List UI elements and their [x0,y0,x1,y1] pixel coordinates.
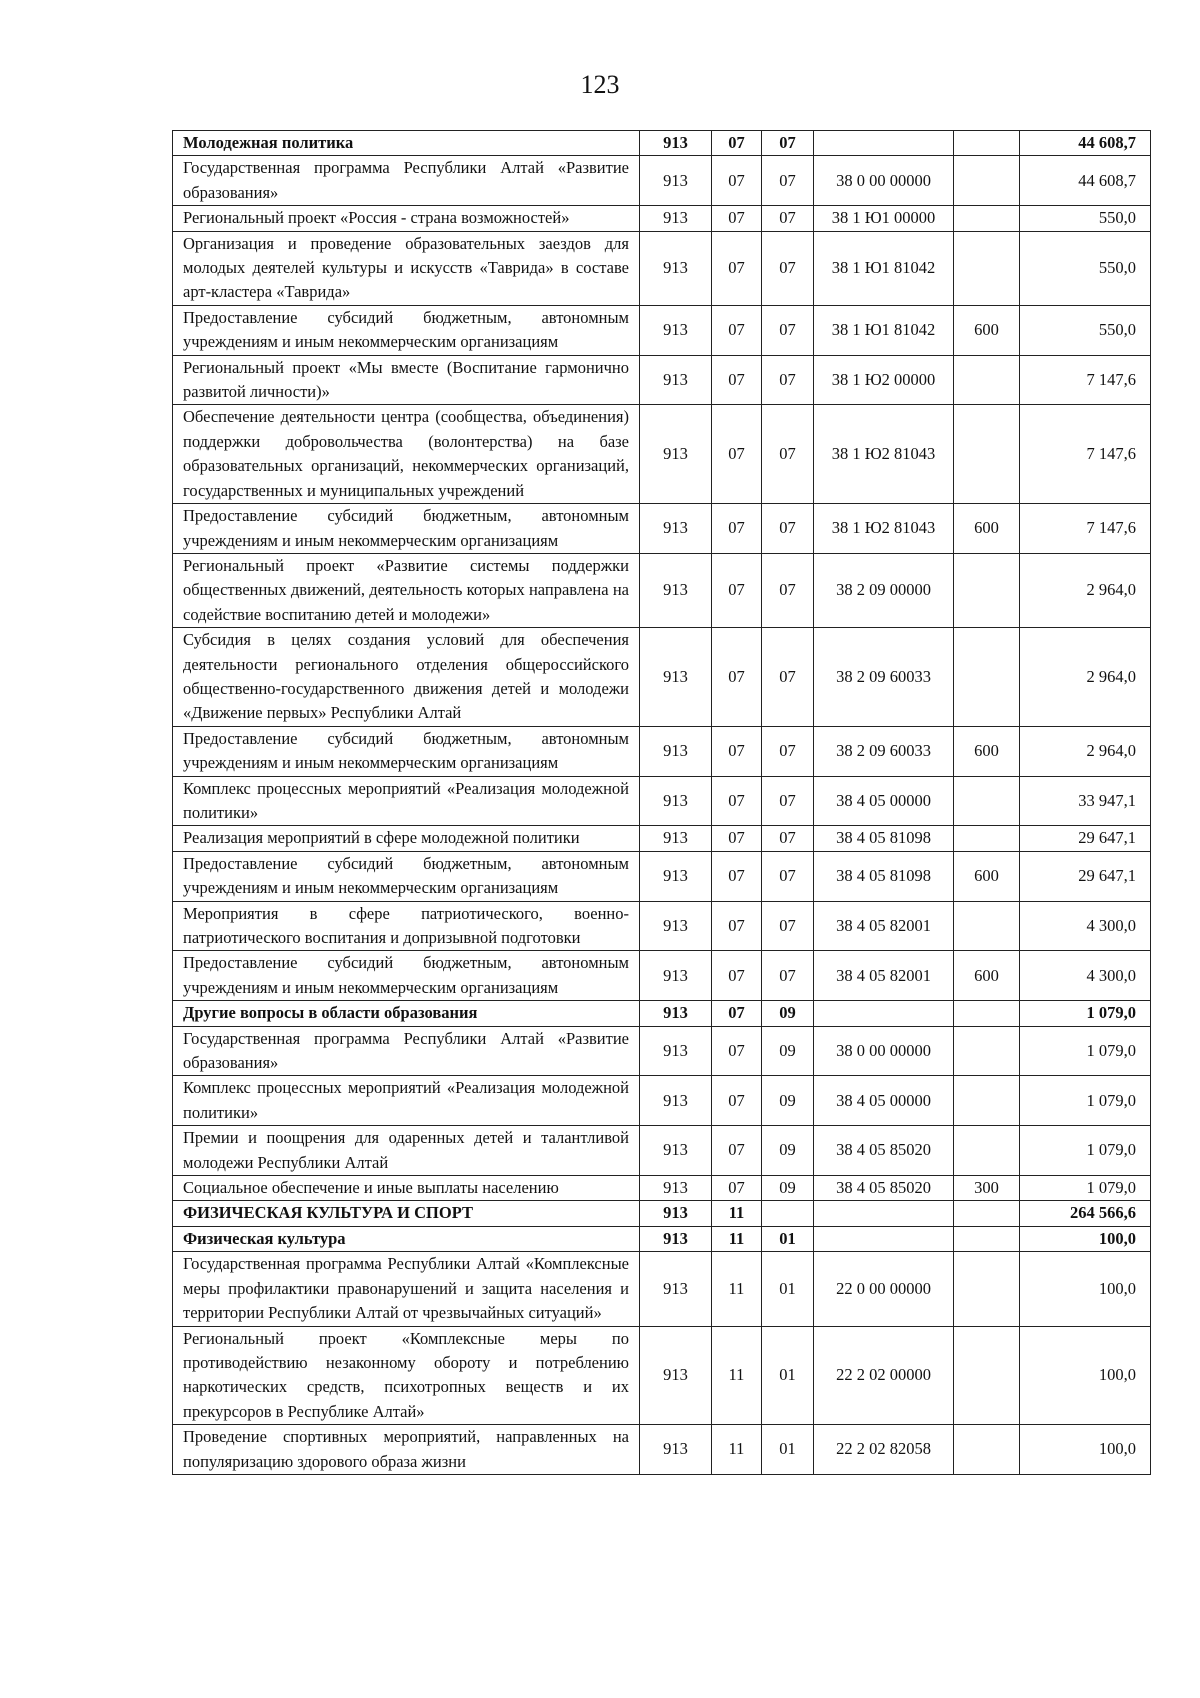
row-name: Предоставление субсидий бюджетным, автономным учреждениям и иным некоммерческим организациям [173,504,640,554]
target-article-code: 38 4 05 85020 [814,1126,954,1176]
amount: 100,0 [1020,1425,1151,1475]
row-name: Комплекс процессных мероприятий «Реализация молодежной политики» [173,776,640,826]
expense-type-code [954,776,1020,826]
row-name: Региональный проект «Россия - страна возможностей» [173,206,640,231]
amount: 29 647,1 [1020,851,1151,901]
expense-type-code [954,553,1020,627]
expense-type-code: 600 [954,951,1020,1001]
row-name: Реализация мероприятий в сфере молодежной политики [173,826,640,851]
ministry-code: 913 [640,405,712,504]
expense-type-code [954,1001,1020,1026]
section-code: 07 [712,156,762,206]
expense-type-code: 600 [954,305,1020,355]
target-article-code: 38 4 05 00000 [814,776,954,826]
section-code: 11 [712,1252,762,1326]
row-name: Субсидия в целях создания условий для обеспечения деятельности регионального отделения общероссийского общественно-государственного движения детей и молодежи «Движение первых» Республики Алтай [173,628,640,727]
section-code: 07 [712,951,762,1001]
ministry-code: 913 [640,553,712,627]
subsection-code: 07 [762,776,814,826]
amount: 2 964,0 [1020,628,1151,727]
section-code: 11 [712,1201,762,1226]
section-code: 07 [712,206,762,231]
section-code: 07 [712,131,762,156]
ministry-code: 913 [640,1425,712,1475]
ministry-code: 913 [640,1252,712,1326]
table-row [173,1201,1151,1226]
row-name: Обеспечение деятельности центра (сообщества, объединения) поддержки добровольчества (волонтерства) на базе образовательных организаций, некоммерческих организаций, государственных и муниципальных учреждений [173,405,640,504]
subsection-code: 07 [762,131,814,156]
row-name: Государственная программа Республики Алтай «Развитие образования» [173,156,640,206]
table-row [173,305,1151,355]
table-row [173,776,1151,826]
row-name: Молодежная политика [173,131,640,156]
table-row [173,231,1151,305]
ministry-code: 913 [640,951,712,1001]
subsection-code: 01 [762,1226,814,1251]
expense-type-code [954,1425,1020,1475]
table-row [173,628,1151,727]
subsection-code: 07 [762,156,814,206]
expense-type-code [954,1076,1020,1126]
target-article-code: 38 1 Ю2 81043 [814,504,954,554]
section-code: 07 [712,231,762,305]
subsection-code: 07 [762,628,814,727]
table-body [173,131,1151,1475]
ministry-code: 913 [640,726,712,776]
table-row [173,504,1151,554]
amount: 2 964,0 [1020,726,1151,776]
section-code: 07 [712,776,762,826]
subsection-code: 09 [762,1076,814,1126]
section-code: 07 [712,405,762,504]
amount: 1 079,0 [1020,1176,1151,1201]
amount: 33 947,1 [1020,776,1151,826]
subsection-code [762,1201,814,1226]
row-name: Предоставление субсидий бюджетным, автономным учреждениям и иным некоммерческим организациям [173,305,640,355]
target-article-code [814,131,954,156]
ministry-code: 913 [640,1226,712,1251]
subsection-code: 07 [762,553,814,627]
expense-type-code [954,628,1020,727]
subsection-code: 07 [762,851,814,901]
subsection-code: 07 [762,726,814,776]
target-article-code: 38 1 Ю2 00000 [814,355,954,405]
target-article-code [814,1001,954,1026]
expense-type-code [954,131,1020,156]
row-name: Комплекс процессных мероприятий «Реализация молодежной политики» [173,1076,640,1126]
amount: 1 079,0 [1020,1026,1151,1076]
ministry-code: 913 [640,355,712,405]
amount: 4 300,0 [1020,901,1151,951]
ministry-code: 913 [640,1201,712,1226]
amount: 100,0 [1020,1226,1151,1251]
amount: 29 647,1 [1020,826,1151,851]
subsection-code: 09 [762,1026,814,1076]
table-row [173,1076,1151,1126]
target-article-code: 38 1 Ю2 81043 [814,405,954,504]
ministry-code: 913 [640,1176,712,1201]
page-number: 123 [580,70,620,99]
target-article-code: 38 2 09 60033 [814,628,954,727]
row-name: Предоставление субсидий бюджетным, автономным учреждениям и иным некоммерческим организациям [173,726,640,776]
table-row [173,1126,1151,1176]
amount: 44 608,7 [1020,156,1151,206]
subsection-code: 09 [762,1126,814,1176]
table-row [173,726,1151,776]
target-article-code: 38 1 Ю1 00000 [814,206,954,231]
ministry-code: 913 [640,1026,712,1076]
amount: 4 300,0 [1020,951,1151,1001]
expense-type-code [954,206,1020,231]
ministry-code: 913 [640,628,712,727]
row-name: Государственная программа Республики Алтай «Комплексные меры профилактики правонарушений и защита населения и территории Республики Алтай от чрезвычайных ситуаций» [173,1252,640,1326]
subsection-code: 07 [762,305,814,355]
section-code: 11 [712,1326,762,1425]
section-code: 07 [712,1001,762,1026]
expense-type-code [954,156,1020,206]
section-code: 07 [712,1076,762,1126]
target-article-code: 22 2 02 82058 [814,1425,954,1475]
table-row [173,1001,1151,1026]
amount: 7 147,6 [1020,405,1151,504]
row-name: ФИЗИЧЕСКАЯ КУЛЬТУРА И СПОРТ [173,1201,640,1226]
target-article-code: 38 4 05 82001 [814,951,954,1001]
table-row [173,1226,1151,1251]
table-row [173,1026,1151,1076]
section-code: 07 [712,1176,762,1201]
section-code: 07 [712,826,762,851]
expense-type-code [954,826,1020,851]
target-article-code: 38 4 05 81098 [814,826,954,851]
amount: 550,0 [1020,305,1151,355]
row-name: Предоставление субсидий бюджетным, автономным учреждениям и иным некоммерческим организациям [173,851,640,901]
subsection-code: 09 [762,1176,814,1201]
ministry-code: 913 [640,851,712,901]
subsection-code: 01 [762,1326,814,1425]
target-article-code: 22 2 02 00000 [814,1326,954,1425]
ministry-code: 913 [640,1001,712,1026]
target-article-code: 38 1 Ю1 81042 [814,231,954,305]
expense-type-code [954,901,1020,951]
target-article-code: 38 1 Ю1 81042 [814,305,954,355]
ministry-code: 913 [640,826,712,851]
section-code: 07 [712,553,762,627]
table-row [173,355,1151,405]
row-name: Физическая культура [173,1226,640,1251]
expense-type-code: 600 [954,851,1020,901]
ministry-code: 913 [640,1126,712,1176]
row-name: Предоставление субсидий бюджетным, автономным учреждениям и иным некоммерческим организациям [173,951,640,1001]
subsection-code: 07 [762,206,814,231]
target-article-code: 38 4 05 81098 [814,851,954,901]
row-name: Государственная программа Республики Алтай «Развитие образования» [173,1026,640,1076]
amount: 7 147,6 [1020,355,1151,405]
target-article-code: 38 2 09 60033 [814,726,954,776]
section-code: 07 [712,628,762,727]
amount: 44 608,7 [1020,131,1151,156]
expense-type-code [954,1252,1020,1326]
expense-type-code: 600 [954,726,1020,776]
subsection-code: 07 [762,405,814,504]
subsection-code: 07 [762,826,814,851]
expense-type-code [954,405,1020,504]
ministry-code: 913 [640,901,712,951]
row-name: Организация и проведение образовательных заездов для молодых деятелей культуры и искусств «Таврида» в составе арт-кластера «Таврида» [173,231,640,305]
row-name: Мероприятия в сфере патриотического, военно-патриотического воспитания и допризывной подготовки [173,901,640,951]
target-article-code: 38 0 00 00000 [814,1026,954,1076]
section-code: 07 [712,1026,762,1076]
subsection-code: 01 [762,1252,814,1326]
target-article-code: 22 0 00 00000 [814,1252,954,1326]
amount: 1 079,0 [1020,1001,1151,1026]
table-row [173,951,1151,1001]
expense-type-code [954,1126,1020,1176]
subsection-code: 07 [762,231,814,305]
expense-type-code [954,355,1020,405]
section-code: 07 [712,355,762,405]
amount: 550,0 [1020,231,1151,305]
amount: 264 566,6 [1020,1201,1151,1226]
ministry-code: 913 [640,1326,712,1425]
ministry-code: 913 [640,206,712,231]
ministry-code: 913 [640,504,712,554]
table-row [173,826,1151,851]
amount: 100,0 [1020,1252,1151,1326]
table-row [173,1326,1151,1425]
section-code: 11 [712,1425,762,1475]
expense-type-code [954,1226,1020,1251]
target-article-code: 38 4 05 00000 [814,1076,954,1126]
row-name: Региональный проект «Комплексные меры по противодействию незаконному обороту и потреблению наркотических средств, психотропных веществ и их прекурсоров в Республике Алтай» [173,1326,640,1425]
table-row [173,1252,1151,1326]
section-code: 11 [712,1226,762,1251]
table-row [173,206,1151,231]
subsection-code: 07 [762,901,814,951]
ministry-code: 913 [640,1076,712,1126]
ministry-code: 913 [640,305,712,355]
table-row [173,851,1151,901]
expense-type-code: 600 [954,504,1020,554]
table-row [173,131,1151,156]
expense-type-code [954,231,1020,305]
row-name: Другие вопросы в области образования [173,1001,640,1026]
table-row [173,1176,1151,1201]
expense-type-code: 300 [954,1176,1020,1201]
amount: 7 147,6 [1020,504,1151,554]
ministry-code: 913 [640,156,712,206]
amount: 550,0 [1020,206,1151,231]
section-code: 07 [712,726,762,776]
ministry-code: 913 [640,131,712,156]
subsection-code: 01 [762,1425,814,1475]
table-row [173,901,1151,951]
row-name: Региональный проект «Мы вместе (Воспитание гармонично развитой личности)» [173,355,640,405]
subsection-code: 07 [762,504,814,554]
ministry-code: 913 [640,231,712,305]
section-code: 07 [712,1126,762,1176]
row-name: Региональный проект «Развитие системы поддержки общественных движений, деятельность которых направлена на содействие воспитанию детей и молодежи» [173,553,640,627]
target-article-code [814,1201,954,1226]
budget-table [172,130,1151,1475]
table-row [173,405,1151,504]
target-article-code: 38 2 09 00000 [814,553,954,627]
amount: 1 079,0 [1020,1076,1151,1126]
target-article-code: 38 4 05 82001 [814,901,954,951]
expense-type-code [954,1026,1020,1076]
expense-type-code [954,1201,1020,1226]
target-article-code [814,1226,954,1251]
subsection-code: 07 [762,355,814,405]
section-code: 07 [712,305,762,355]
row-name: Проведение спортивных мероприятий, направленных на популяризацию здорового образа жизни [173,1425,640,1475]
section-code: 07 [712,901,762,951]
amount: 2 964,0 [1020,553,1151,627]
expense-type-code [954,1326,1020,1425]
section-code: 07 [712,851,762,901]
amount: 100,0 [1020,1326,1151,1425]
table-row [173,553,1151,627]
target-article-code: 38 4 05 85020 [814,1176,954,1201]
row-name: Премии и поощрения для одаренных детей и талантливой молодежи Республики Алтай [173,1126,640,1176]
subsection-code: 09 [762,1001,814,1026]
table-row [173,156,1151,206]
row-name: Социальное обеспечение и иные выплаты населению [173,1176,640,1201]
subsection-code: 07 [762,951,814,1001]
target-article-code: 38 0 00 00000 [814,156,954,206]
section-code: 07 [712,504,762,554]
amount: 1 079,0 [1020,1126,1151,1176]
ministry-code: 913 [640,776,712,826]
table-row [173,1425,1151,1475]
